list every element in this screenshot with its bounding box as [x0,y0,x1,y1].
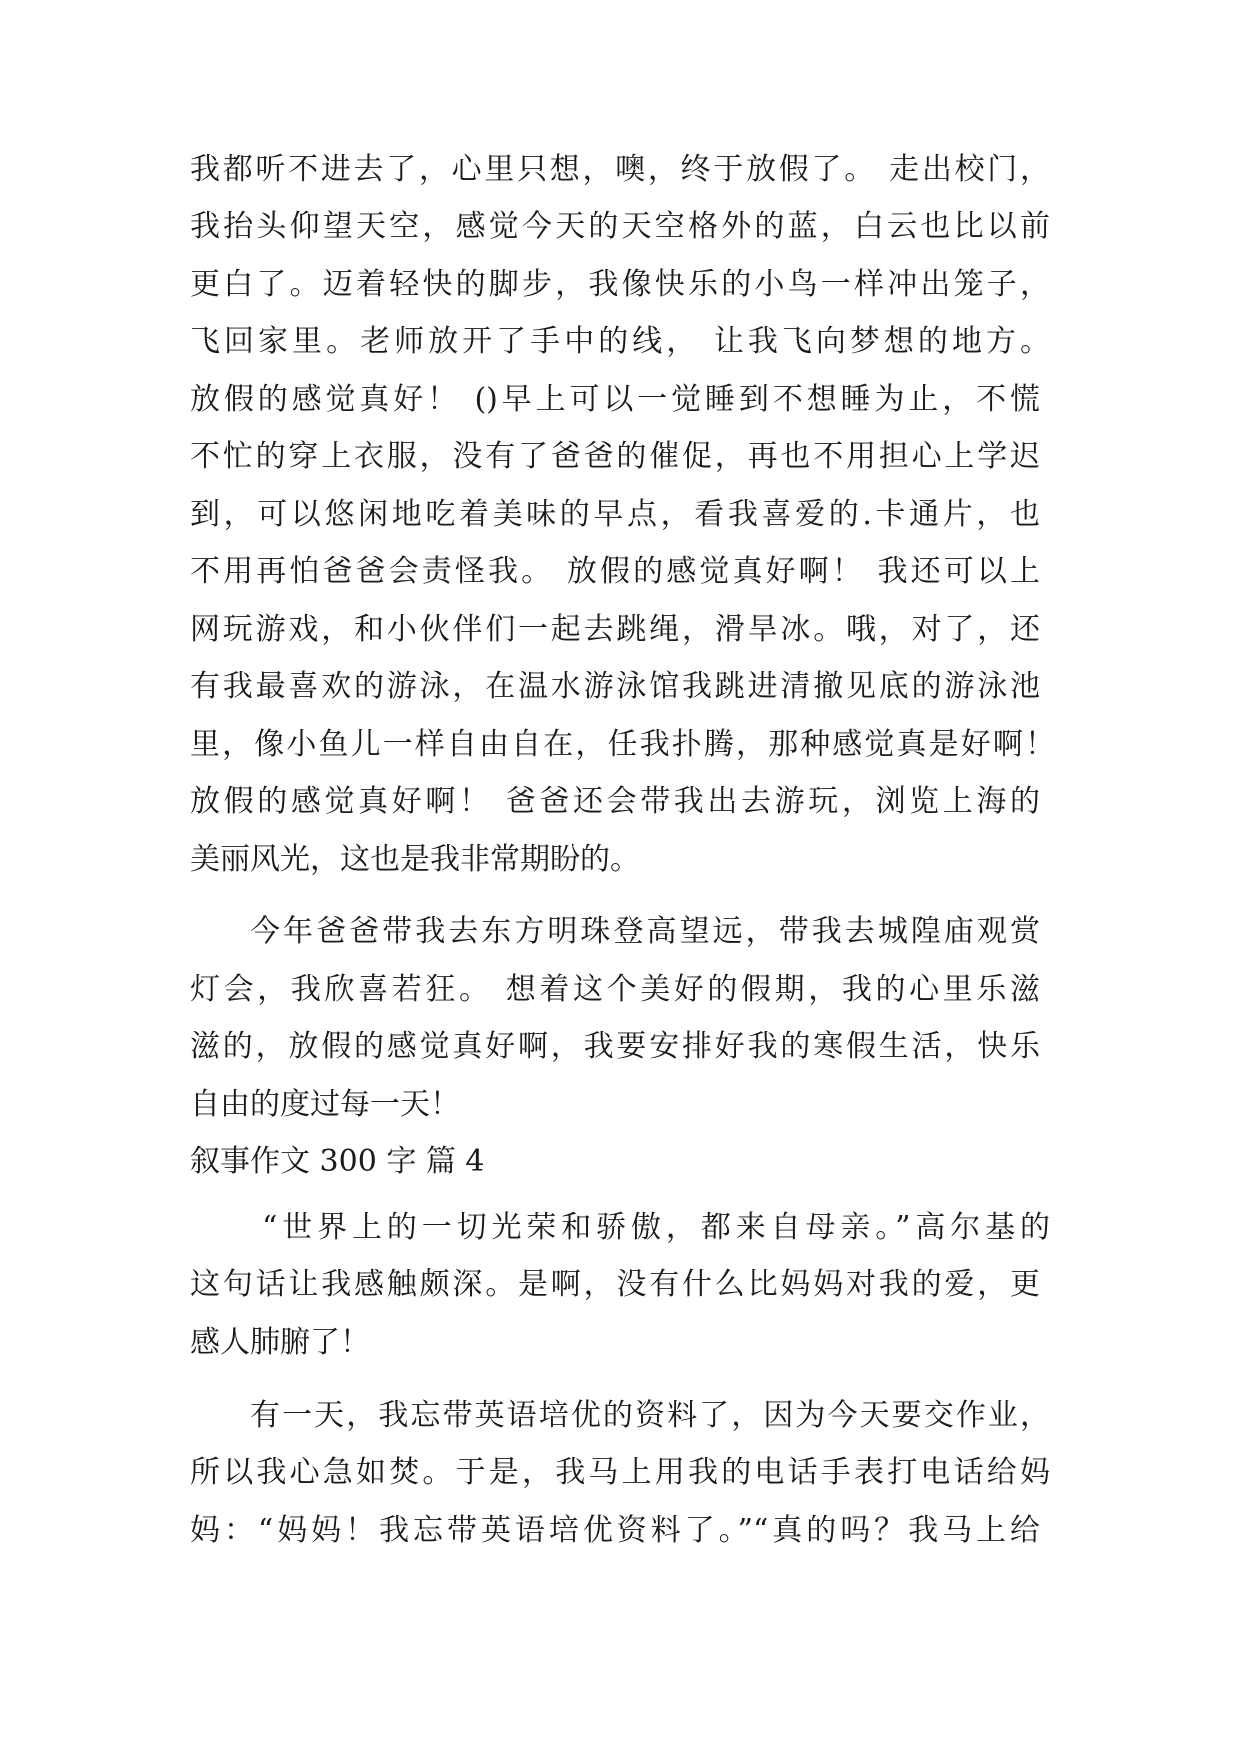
text-line-19: 这句话让我感触颇深。是啊，没有什么比妈妈对我的爱，更 [190,1267,1040,1302]
text-line-6: 不忙的穿上衣服，没有了爸爸的催促，再也不用担心上学迟 [190,439,1040,474]
text-line-13: 美丽风光，这也是我非常期盼的。 [190,842,640,877]
text-line-14: 今年爸爸带我去东方明珠登高望远，带我去城隍庙观赏 [250,914,1040,949]
text-line-2: 我抬头仰望天空，感觉今天的天空格外的蓝，白云也比以前 [190,209,1050,244]
section-heading: 叙事作文 300 字 篇 4 [190,1144,485,1179]
text-line-7: 到，可以悠闲地吃着美味的早点，看我喜爱的.卡通片，也 [190,497,1040,532]
text-line-4: 飞回家里。老师放开了手中的线， 让我飞向梦想的地方。 [190,324,1050,359]
text-line-23: 妈：“妈妈！我忘带英语培优资料了。”“真的吗？我马上给 [190,1513,1040,1548]
text-line-20: 感人肺腑了！ [190,1325,370,1360]
text-line-1: 我都听不进去了，心里只想，噢，终于放假了。 走出校门， [190,152,1050,187]
text-line-8: 不用再怕爸爸会责怪我。 放假的感觉真好啊！ 我还可以上 [190,554,1040,589]
text-line-21: 有一天，我忘带英语培优的资料了，因为今天要交作业， [250,1398,1050,1433]
text-line-16: 滋的，放假的感觉真好啊，我要安排好我的寒假生活，快乐 [190,1029,1040,1064]
text-line-17: 自由的度过每一天！ [190,1087,460,1122]
text-line-18: “世界上的一切光荣和骄傲，都来自母亲。”高尔基的 [262,1210,1050,1245]
text-line-11: 里，像小鱼儿一样自由自在，任我扑腾，那种感觉真是好啊！ [190,727,1055,762]
text-line-22: 所以我心急如焚。于是，我马上用我的电话手表打电话给妈 [190,1455,1050,1490]
text-line-3: 更白了。迈着轻快的脚步，我像快乐的小鸟一样冲出笼子， [190,267,1050,302]
text-line-12: 放假的感觉真好啊！ 爸爸还会带我出去游玩，浏览上海的 [190,784,1040,819]
text-line-15: 灯会，我欣喜若狂。 想着这个美好的假期，我的心里乐滋 [190,972,1040,1007]
text-line-5: 放假的感觉真好！ ()早上可以一觉睡到不想睡为止，不慌 [190,382,1040,417]
text-line-9: 网玩游戏，和小伙伴们一起去跳绳，滑旱冰。哦，对了，还 [190,612,1040,647]
text-line-10: 有我最喜欢的游泳，在温水游泳馆我跳进清撤见底的游泳池 [190,669,1040,704]
